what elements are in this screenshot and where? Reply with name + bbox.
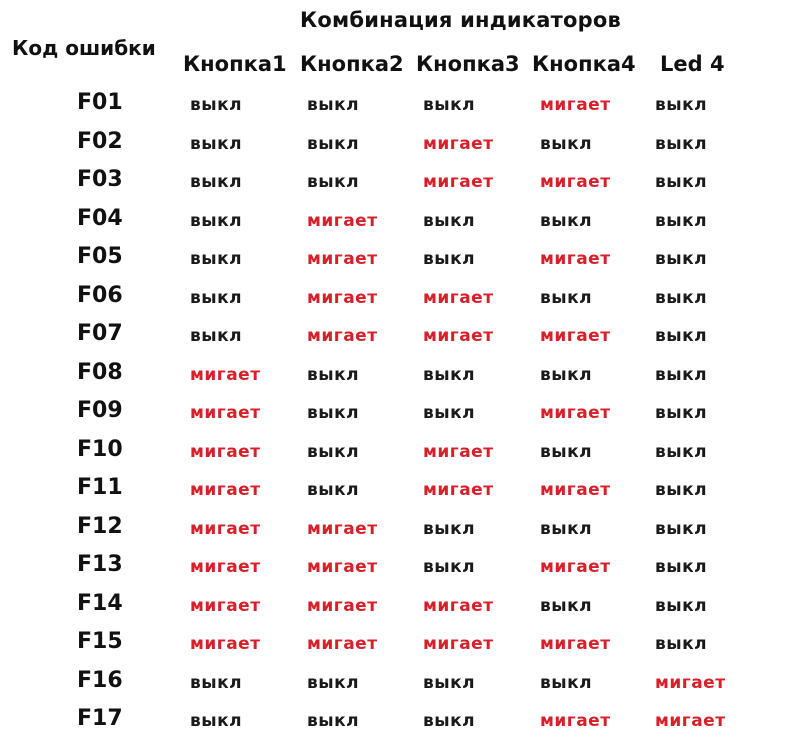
state-blink: мигает — [307, 210, 378, 231]
state-off: выкл — [540, 287, 593, 308]
error-code: F11 — [77, 475, 123, 500]
table-row — [0, 396, 800, 435]
state-off: выкл — [190, 95, 243, 115]
error-code: F14 — [77, 590, 123, 616]
table-row — [0, 358, 800, 397]
state-off: выкл — [423, 672, 476, 693]
table-row — [0, 627, 800, 666]
error-code: F03 — [77, 167, 123, 192]
table-row — [0, 704, 800, 743]
state-off: выкл — [190, 711, 243, 731]
state-blink: мигает — [423, 441, 494, 462]
column-header-led4: Led 4 — [660, 52, 725, 76]
table-row — [0, 473, 800, 512]
state-off: выкл — [655, 249, 708, 269]
state-blink: мигает — [423, 287, 494, 308]
state-blink: мигает — [423, 172, 494, 192]
state-blink: мигает — [307, 518, 378, 539]
table-row — [0, 204, 800, 243]
state-off: выкл — [423, 518, 476, 539]
state-off: выкл — [307, 480, 360, 500]
state-off: выкл — [307, 403, 360, 423]
error-code-header: Код ошибки — [12, 36, 156, 60]
table-row — [0, 512, 800, 551]
state-blink: мигает — [540, 326, 611, 346]
state-off: выкл — [423, 711, 476, 731]
state-blink: мигает — [540, 249, 611, 269]
state-off: выкл — [655, 518, 708, 539]
state-off: выкл — [540, 364, 593, 385]
state-off: выкл — [190, 249, 243, 269]
state-off: выкл — [423, 210, 476, 231]
state-off: выкл — [655, 287, 708, 308]
column-header-button3: Кнопка3 — [416, 52, 520, 76]
table-row — [0, 666, 800, 705]
state-blink: мигает — [423, 634, 494, 654]
state-off: выкл — [655, 480, 708, 500]
state-off: выкл — [540, 518, 593, 539]
state-off: выкл — [540, 672, 593, 693]
state-off: выкл — [423, 364, 476, 385]
state-blink: мигает — [540, 172, 611, 192]
state-off: выкл — [423, 95, 476, 115]
state-off: выкл — [423, 403, 476, 423]
state-blink: мигает — [307, 595, 378, 616]
table-row — [0, 281, 800, 320]
state-blink: мигает — [540, 403, 611, 423]
state-blink: мигает — [540, 711, 611, 731]
state-blink: мигает — [540, 480, 611, 500]
state-off: выкл — [307, 364, 360, 385]
state-off: выкл — [190, 672, 243, 693]
state-off: выкл — [423, 249, 476, 269]
table-row — [0, 88, 800, 127]
table-row — [0, 319, 800, 358]
column-header-button1: Кнопка1 — [183, 52, 287, 76]
state-blink: мигает — [190, 480, 261, 500]
error-code: F07 — [77, 321, 123, 346]
state-blink: мигает — [423, 326, 494, 346]
state-off: выкл — [190, 326, 243, 346]
state-off: выкл — [540, 441, 593, 462]
table-row — [0, 550, 800, 589]
indicator-combination-title: Комбинация индикаторов — [300, 8, 621, 32]
state-blink: мигает — [307, 287, 378, 308]
state-blink: мигает — [655, 672, 726, 693]
table-row — [0, 127, 800, 166]
state-blink: мигает — [190, 557, 261, 577]
state-blink: мигает — [307, 557, 378, 577]
table-row — [0, 165, 800, 204]
state-off: выкл — [655, 441, 708, 462]
column-header-button2: Кнопка2 — [300, 52, 404, 76]
state-blink: мигает — [540, 95, 611, 115]
table-row — [0, 435, 800, 474]
error-code: F08 — [77, 359, 123, 385]
error-code: F01 — [77, 90, 123, 115]
state-off: выкл — [655, 557, 708, 577]
state-blink: мигает — [655, 711, 726, 731]
state-blink: мигает — [423, 480, 494, 500]
state-blink: мигает — [307, 249, 378, 269]
error-code: F17 — [77, 706, 123, 731]
error-code: F12 — [77, 513, 123, 539]
state-off: выкл — [307, 172, 360, 192]
state-off: выкл — [655, 326, 708, 346]
state-blink: мигает — [190, 595, 261, 616]
state-blink: мигает — [423, 595, 494, 616]
state-off: выкл — [540, 210, 593, 231]
error-code: F02 — [77, 128, 123, 154]
column-header-button4: Кнопка4 — [532, 52, 636, 76]
error-code: F15 — [77, 629, 123, 654]
state-blink: мигает — [190, 518, 261, 539]
state-off: выкл — [190, 133, 243, 154]
state-blink: мигает — [307, 326, 378, 346]
state-off: выкл — [307, 95, 360, 115]
error-code: F09 — [77, 398, 123, 423]
error-code: F05 — [77, 244, 123, 269]
state-off: выкл — [423, 557, 476, 577]
state-blink: мигает — [190, 441, 261, 462]
state-off: выкл — [655, 364, 708, 385]
state-blink: мигает — [190, 634, 261, 654]
table-row — [0, 589, 800, 628]
state-off: выкл — [307, 441, 360, 462]
error-code: F04 — [77, 205, 123, 231]
state-blink: мигает — [423, 133, 494, 154]
state-blink: мигает — [540, 557, 611, 577]
state-off: выкл — [190, 210, 243, 231]
state-blink: мигает — [190, 403, 261, 423]
error-code: F10 — [77, 436, 123, 462]
state-blink: мигает — [307, 634, 378, 654]
state-blink: мигает — [190, 364, 261, 385]
state-off: выкл — [540, 133, 593, 154]
state-off: выкл — [307, 672, 360, 693]
table-row — [0, 242, 800, 281]
state-off: выкл — [655, 403, 708, 423]
error-code: F16 — [77, 667, 123, 693]
state-blink: мигает — [540, 634, 611, 654]
error-code: F06 — [77, 282, 123, 308]
state-off: выкл — [655, 133, 708, 154]
state-off: выкл — [655, 595, 708, 616]
state-off: выкл — [655, 210, 708, 231]
state-off: выкл — [190, 287, 243, 308]
state-off: выкл — [307, 133, 360, 154]
state-off: выкл — [540, 595, 593, 616]
state-off: выкл — [655, 172, 708, 192]
error-code: F13 — [77, 552, 123, 577]
state-off: выкл — [655, 95, 708, 115]
state-off: выкл — [655, 634, 708, 654]
state-off: выкл — [307, 711, 360, 731]
state-off: выкл — [190, 172, 243, 192]
error-rows — [0, 88, 800, 743]
